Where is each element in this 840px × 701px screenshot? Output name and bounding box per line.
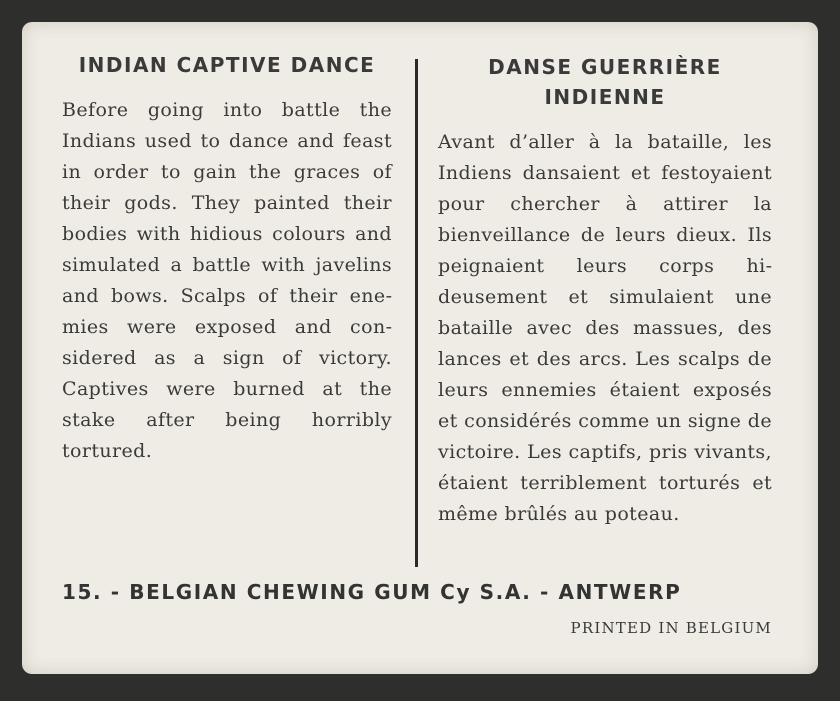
english-description: Before going into battle the Indians used to dance and feast in order to gain the graces of their gods. They painted their bodies with hidious colours and simulated a battle with javelins and bows. Scalps of their enemies were exposed and considered as a sign of victory. Captives were burned at the stake after being horribly tortured. <box>62 99 392 462</box>
column-divider <box>415 59 418 567</box>
publisher-line: 15. - BELGIAN CHEWING GUM Cy S.A. - ANTWERP <box>62 580 682 604</box>
english-title: INDIAN CAPTIVE DANCE <box>78 53 376 77</box>
printed-in-note: PRINTED IN BELGIUM <box>570 619 772 637</box>
french-column <box>438 22 772 530</box>
french-description: Avant d’aller à la bataille, les Indiens dansaient et festoyaient pour chercher à attirer la bienveillance de leurs dieux. Ils peignaient leurs corps hideusement et simulaient une bataille avec des massues, des lances et des arcs. Les scalps de leurs ennemies étaient exposés et considérés comme un signe de victoire. Les captifs, pris vivants, étaient terriblement torturés et même brûlés au poteau. <box>438 131 772 525</box>
trading-card-back <box>22 22 818 674</box>
english-column <box>62 22 392 467</box>
french-title: DANSE GUERRIÈRE INDIENNE <box>488 55 722 109</box>
